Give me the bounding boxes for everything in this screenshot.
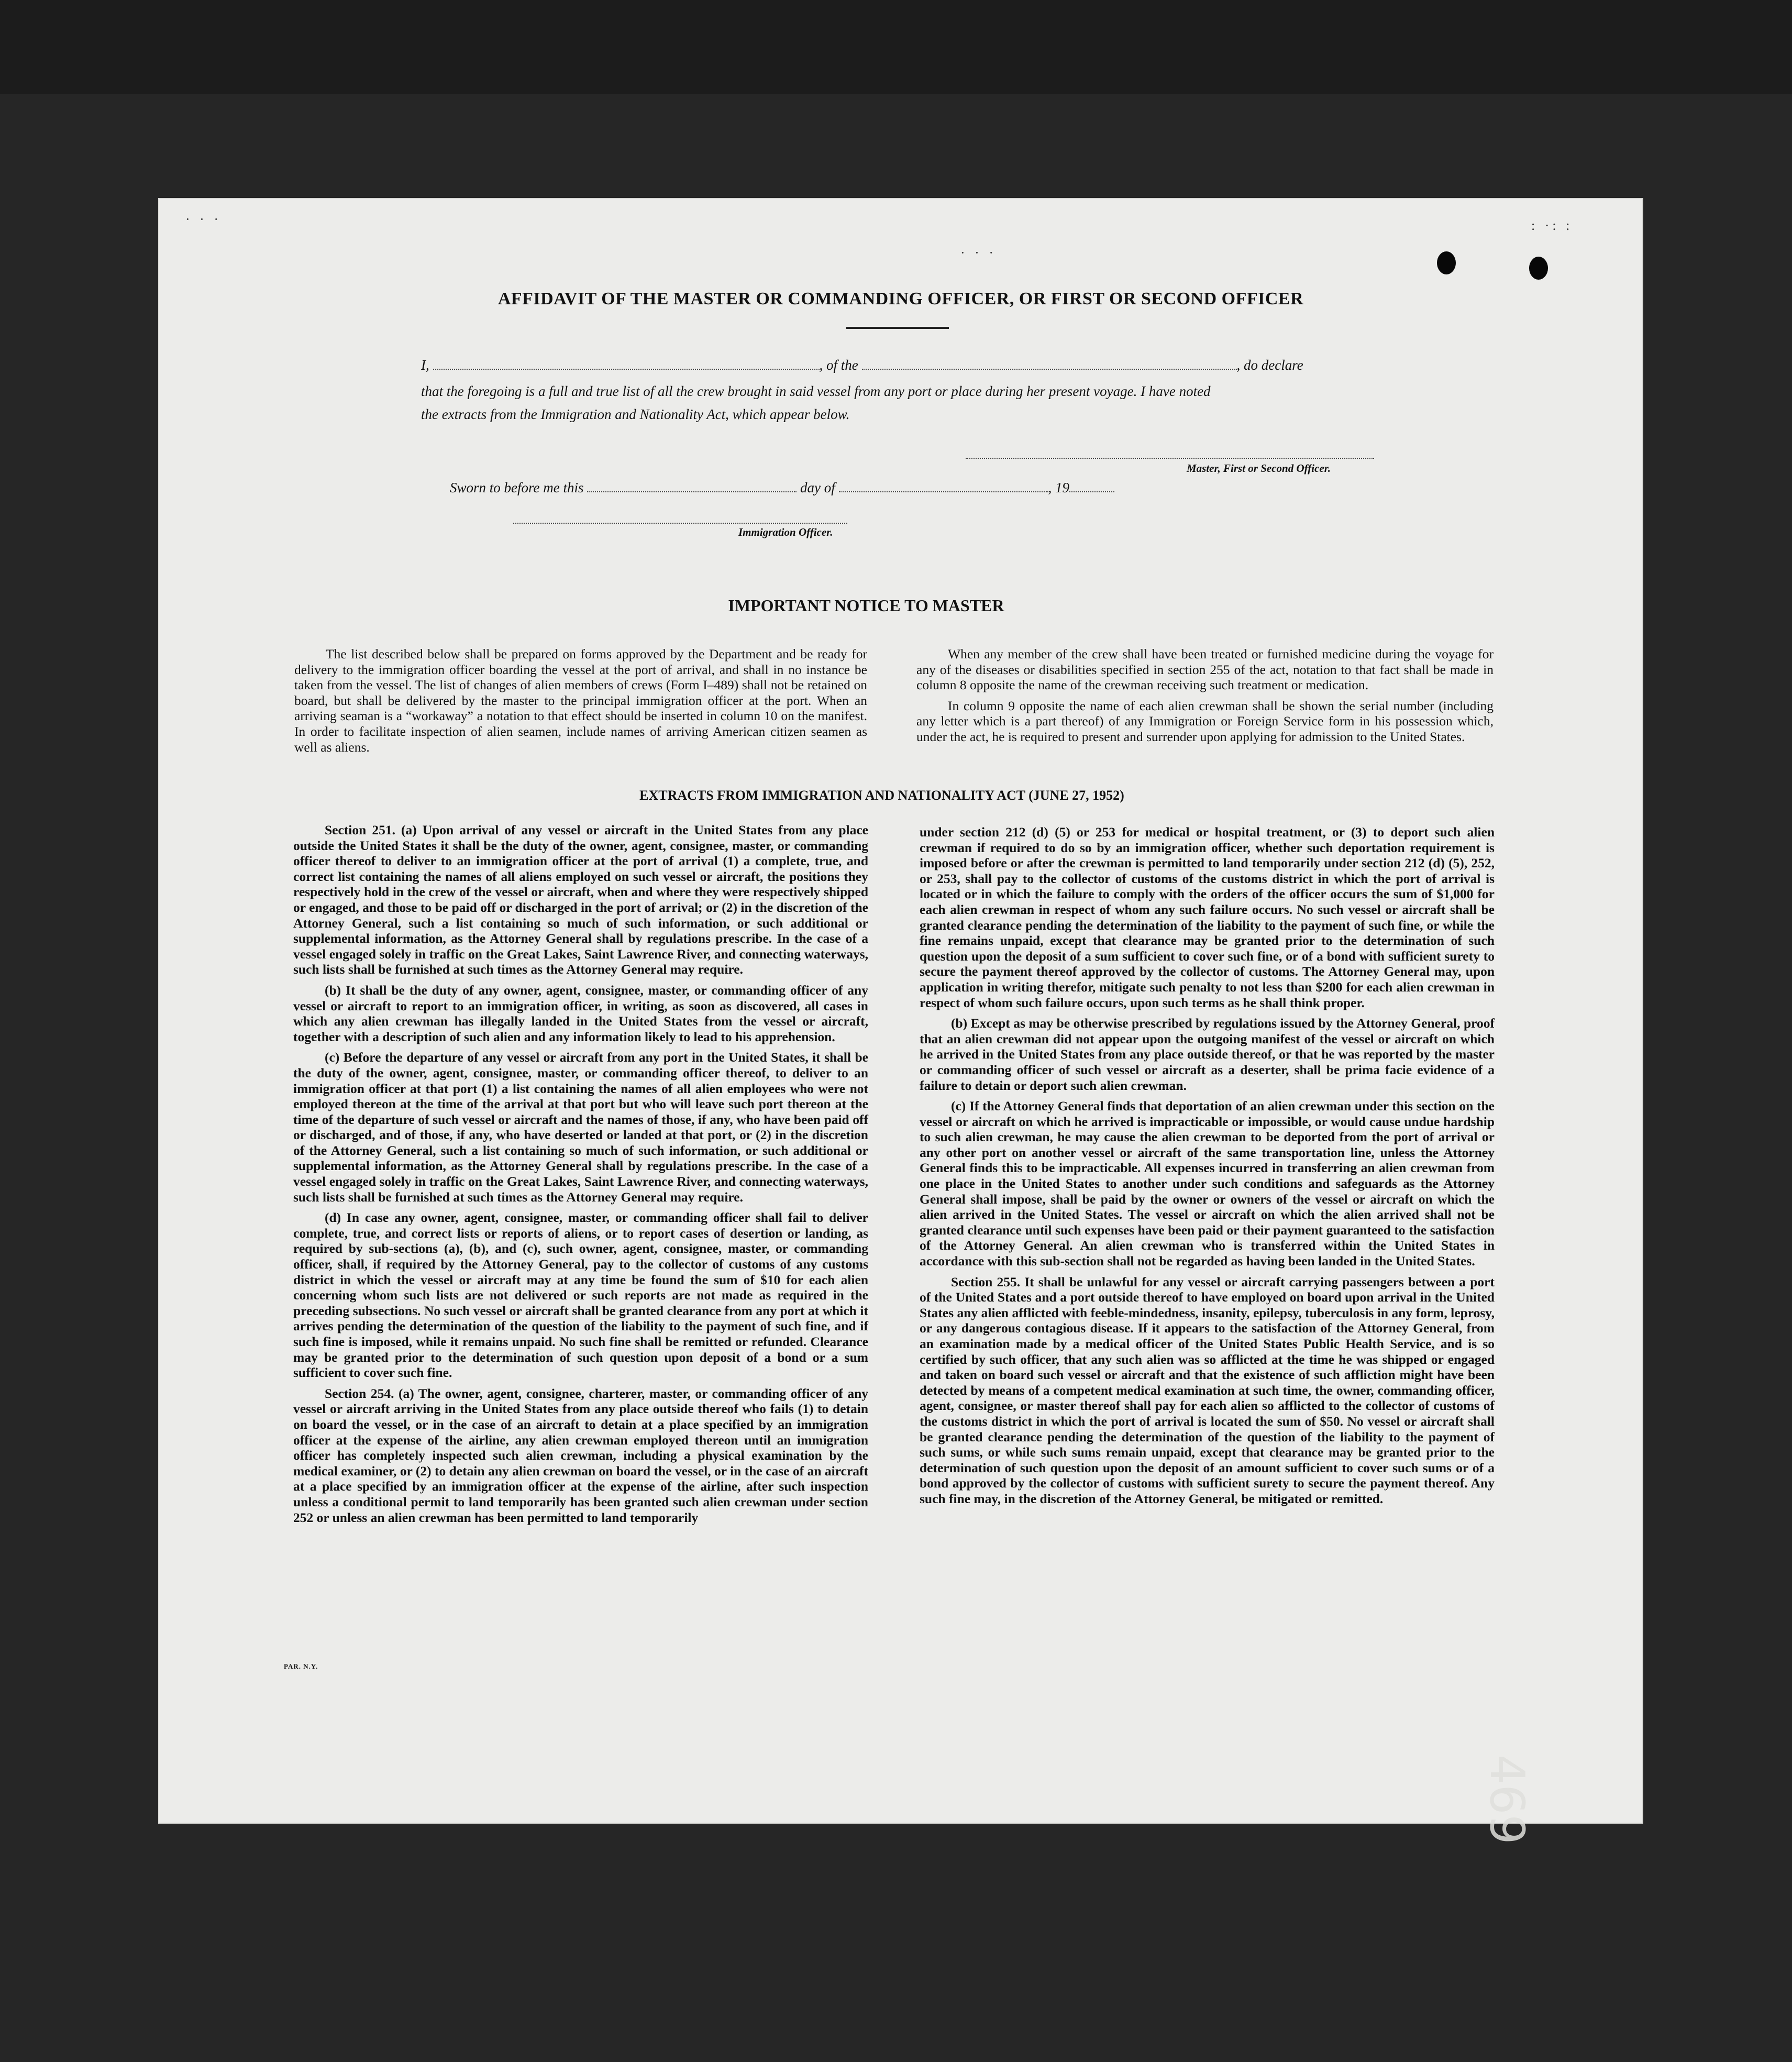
affidavit-line-1 xyxy=(421,357,1303,373)
sworn-year-field[interactable] xyxy=(1069,488,1114,492)
affidavit-line-3: the extracts from the Immigration and Nationality Act, which appear below. xyxy=(421,406,850,422)
master-signature-label: Master, First or Second Officer. xyxy=(1187,462,1331,475)
sworn-prefix: Sworn to before me this xyxy=(450,480,584,495)
notice-right-paragraph-1: When any member of the crew shall have been treated or furnished medicine during the voyage for any of the diseases or disabilities specified in section 255 of the act, notation to that fact shall be made in column 8 opposite the name of the crewman receiving such treatment or medication. xyxy=(916,646,1494,693)
affidavit-declare: , do declare xyxy=(1236,357,1303,373)
officer-signature-line[interactable] xyxy=(513,523,847,524)
sworn-year: , 19 xyxy=(1048,480,1069,495)
page-number-stamp: 469 xyxy=(1479,1755,1534,1845)
affidavit-title: AFFIDAVIT OF THE MASTER OR COMMANDING OFFICER, OR FIRST OR SECOND OFFICER xyxy=(497,289,1304,308)
notice-right-paragraph-2: In column 9 opposite the name of each alien crewman shall be shown the serial number (including any letter which is a part thereof) of any Immigration or Foreign Service form in his possession which, under the act, he is required to present and surrender upon applying for admission to the United States. xyxy=(916,698,1494,744)
speck-mark: · · · xyxy=(185,212,222,227)
extract-paragraph: Section 255. It shall be unlawful for any vessel or aircraft carrying passengers between a port of the United States and a port outside thereof to have employed on board upon arrival in the United States any alien afflicted with feeble-mindedness, insanity, epilepsy, tuberculosis in any form, leprosy, or any dangerous contagious disease. If it appears to the satisfaction of the Attorney General, from an examination made by a medical officer of the United States Public Health Service, and is so certified by such officer, that any such alien was so afflicted at the time he was shipped or engaged and taken on board such vessel or aircraft and that the existence of such affliction might have been detected by means of a competent medical examination at such time, the owner, commanding officer, agent, consignee, or master thereof shall pay for each alien so afflicted to the collector of customs of the customs district in which the port of arrival is located the sum of $50. No vessel or aircraft shall be granted clearance pending the determination of the question of the liability to the payment of such sums, or while such sums remain unpaid, except that clearance may be granted prior to the determination of such question upon the deposit of an amount sufficient to cover such sums or of a bond approved by the collector of customs with sufficient surety to secure the payment thereof. Any such fine may, in the discretion of the Attorney General, be mitigated or remitted. xyxy=(920,1274,1495,1506)
extract-paragraph: (c) If the Attorney General finds that deportation of an alien crewman under this section on the vessel or aircraft on which he arrived is impracticable or impossible, or would cause undue hardship to such alien crewman, he may cause the alien crewman to be deported from the port of arrival or any other port on another vessel or aircraft of the same transportation line, unless the Attorney General finds this to be impracticable. All expenses incurred in transferring an alien crewman from one place in the United States to another under such conditions and safeguards as the Attorney General shall impose, shall be paid by the owner or owners of the vessel or aircraft on which the alien arrived in the United States. The vessel or aircraft on which the alien arrived shall not be granted clearance until such expenses have been paid or their payment guaranteed to the satisfaction of the Attorney General. An alien crewman who is transferred within the United States in accordance with this sub-section shall not be regarded as having been landed in the United States. xyxy=(920,1098,1495,1269)
sworn-line xyxy=(450,480,1114,496)
extracts-title: EXTRACTS FROM IMMIGRATION AND NATIONALITY ACT (JUNE 27, 1952) xyxy=(639,788,1124,803)
document-page xyxy=(159,199,1642,1823)
extract-paragraph: (d) In case any owner, agent, consignee, master, or commanding officer shall fail to deliver complete, true, and correct lists or reports of aliens, or to report cases of desertion or landing, as required by sub-sections (a), (b), and (c), such owner, agent, consignee, master, or commanding officer, shall, if required by the Attorney General, pay to the collector of customs of any customs district in which the vessel or aircraft may at any time be found the sum of $10 for each alien concerning whom such lists are not delivered or such reports are not made as required in the preceding subsections. No such vessel or aircraft shall be granted clearance from any port at which it arrives pending the determination of the question of the liability to the payment of such fine, and if such fine is imposed, while it remains unpaid. No such fine shall be remitted or refunded. Clearance may be granted prior to the determination of such question upon deposit of a bond or a sum sufficient to cover such fine. xyxy=(293,1210,868,1381)
extract-paragraph: Section 254. (a) The owner, agent, consignee, charterer, master, or commanding officer of any vessel or aircraft arriving in the United States from any place outside thereof who fails (1) to detain on board the vessel, or in the case of an aircraft to detain at a place specified by an immigration officer at the expense of the airline, any alien crewman employed thereon until an immigration officer has completely inspected such alien crewman, including a physical examination by the medical examiner, or (2) to detain any alien crewman on board the vessel, or in the case of an aircraft at a place specified by an immigration officer at the expense of the airline, after such inspection unless a conditional permit to land temporarily has been granted such alien crewman under section 252 or unless an alien crewman has been permitted to land temporarily xyxy=(293,1385,868,1525)
film-border xyxy=(0,0,1792,94)
sworn-date-field[interactable] xyxy=(587,488,797,492)
punch-hole-left xyxy=(1437,251,1456,274)
extract-paragraph: Section 251. (a) Upon arrival of any vessel or aircraft in the United States from any place outside the United States it shall be the duty of the owner, agent, consignee, master, or commanding officer thereof to deliver to an immigration officer at the port of arrival (1) a complete, true, and correct list containing the names of all aliens employed on such vessel or aircraft, the positions they respectively hold in the crew of the vessel or aircraft, when and where they were respectively shipped or engaged, and those to be paid off or discharged in the port of arrival; or (2) in the discretion of the Attorney General, such a list containing so much of such information, or such additional or supplemental information, as the Attorney General shall by regulations prescribe. In the case of a vessel engaged solely in traffic on the Great Lakes, Saint Lawrence River, and connecting waterways, such lists shall be furnished at such times as the Attorney General may require. xyxy=(293,822,868,977)
officer-signature-label: Immigration Officer. xyxy=(738,526,833,538)
extracts-left-column xyxy=(293,822,868,1525)
notice-left-paragraph: The list described below shall be prepared on forms approved by the Department and be ready for delivery to the immigration officer boarding the vessel at the port of arrival, and shall in no instance be taken from the vessel. The list of changes of alien members of crews (Form I–489) shall not be retained on board, but shall be delivered by the master to the principal immigration officer at the port. When an arriving seaman is a “workaway” a notation to that effect should be inserted in column 10 on the manifest. In order to facilitate inspection of alien seamen, include names of arriving American citizen seamen as well as aliens. xyxy=(294,646,867,755)
extracts-right-column xyxy=(920,824,1495,1507)
sworn-day-of: day of xyxy=(800,480,835,495)
title-rule xyxy=(846,327,949,329)
master-signature-line[interactable] xyxy=(966,458,1374,459)
name-field[interactable] xyxy=(433,366,820,370)
notice-right-column xyxy=(916,646,1494,745)
extract-paragraph: under section 212 (d) (5) or 253 for medical or hospital treatment, or (3) to deport such alien crewman if required to do so by an immigration officer, whether such deportation requirement is imposed before or after the crewman is permitted to land temporarily under section 212 (d) (5), 252, or 253, shall pay to the collector of customs of the customs district in which the port of arrival is located or in which the failure to comply with the orders of the officer occurs the sum of $1,000 for each alien crewman in respect of whom any such failure occurs. No such vessel or aircraft shall be granted clearance pending the determination of the liability to the payment of such fine, or while the fine remains unpaid, except that clearance may be granted prior to the determination of such question upon the deposit of a sum sufficient to cover such fine, or of a bond with sufficient surety to secure the payment thereof approved by the collector of customs. The Attorney General may, upon application in writing therefor, mitigate such penalty to not less than $200 for each alien crewman in respect of whom such failure occurs, upon such terms as he shall think proper. xyxy=(920,824,1495,1010)
extract-paragraph: (b) Except as may be otherwise prescribed by regulations issued by the Attorney General, proof that an alien crewman did not appear upon the outgoing manifest of the vessel or aircraft on which he arrived in the United States from any place outside thereof, or that he was reported by the master or commanding officer of such vessel or aircraft as a deserter, shall be prima facie evidence of a failure to detain or deport such alien crewman. xyxy=(920,1016,1495,1093)
extract-paragraph: (b) It shall be the duty of any owner, agent, consignee, master, or commanding officer of any vessel or aircraft to report to an immigration officer, in writing, as soon as discovered, all cases in which any alien crewman has illegally landed in the United States from the vessel or aircraft, together with a description of such alien and any information likely to lead to his apprehension. xyxy=(293,982,868,1044)
affidavit-of-the: , of the xyxy=(819,357,858,373)
affidavit-line-2: that the foregoing is a full and true list of all the crew brought in said vessel from any port or place during her present voyage. I have noted xyxy=(421,383,1211,399)
vessel-field[interactable] xyxy=(862,366,1237,370)
notice-left-column xyxy=(294,646,867,755)
printer-mark: PAR. N.Y. xyxy=(284,1662,318,1670)
extract-paragraph: (c) Before the departure of any vessel or aircraft from any port in the United States, it shall be the duty of the owner, agent, consignee, master, or commanding officer thereof, to deliver to an immigration officer at that port (1) a list containing the names of all alien employees who were not employed thereon at the time of the arrival at that port but who will leave such port thereon at the time of the departure of such vessel or aircraft and the names of those, if any, who have been paid off or discharged, and of those, if any, who have deserted or landed at that port, or (2) in the discretion of the Attorney General, such a list containing so much of such information, or such additional or supplemental information, as the Attorney General shall by regulations prescribe. In the case of a vessel engaged solely in traffic on the Great Lakes, Saint Lawrence River, and connecting waterways, such lists shall be furnished at such times as the Attorney General may require. xyxy=(293,1050,868,1205)
sworn-month-field[interactable] xyxy=(839,488,1048,492)
punch-hole-right xyxy=(1529,257,1548,280)
speck-mark: : ·: : xyxy=(1531,218,1573,233)
notice-title: IMPORTANT NOTICE TO MASTER xyxy=(728,596,1004,615)
affidavit-i: I, xyxy=(421,357,429,373)
speck-mark: · · · xyxy=(960,245,997,260)
